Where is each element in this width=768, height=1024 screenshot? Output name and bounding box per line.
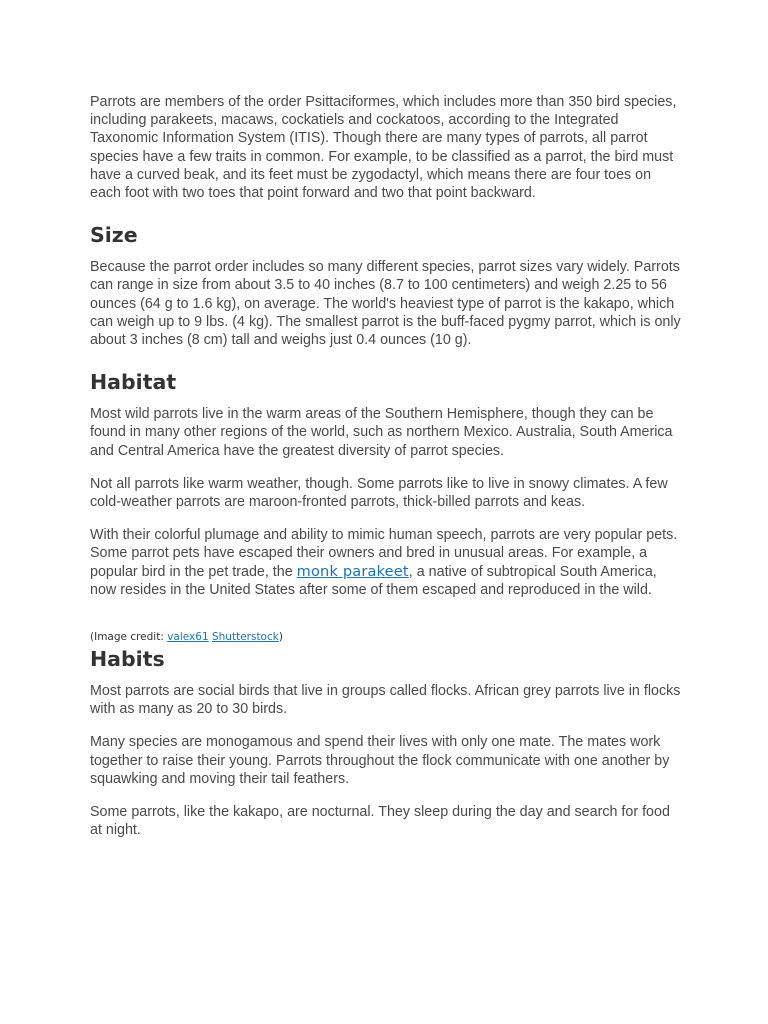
habits-paragraph-2: Many species are monogamous and spend their lives with only one mate. The mates work together to raise their young. Parrots throughout the flock communicate with one another by squawking and moving their tail feathers. — [90, 734, 670, 787]
habitat-paragraph-3 — [90, 526, 682, 599]
habits-paragraph-1: Most parrots are social birds that live in groups called flocks. African grey parrots live in flocks with as many as 20 to 30 birds. — [90, 683, 681, 718]
habitat-p3-text-after: , a native of subtropical South America, now resides in the United States after some of them escaped and reproduced in the wild. — [90, 563, 657, 598]
image-credit — [90, 630, 682, 644]
intro-paragraph: Parrots are members of the order Psittaciformes, which includes more than 350 bird species, including parakeets, macaws, cockatiels and cockatoos, according to the Integrated Taxonomic Information System (ITIS). Though there are many types of parrots, all parrot species have a few traits in common. For example, to be classified as a parrot, the bird must have a curved beak, and its feet must be zygodactyl, which means there are four toes on each foot with two toes that point forward and two that point backward. — [90, 94, 677, 202]
size-heading: Size — [90, 223, 138, 248]
habits-paragraph-3: Some parrots, like the kakapo, are nocturnal. They sleep during the day and search for food at night. — [90, 804, 670, 839]
habits-heading: Habits — [90, 647, 165, 672]
habitat-paragraph-2: Not all parrots like warm weather, though. Some parrots like to live in snowy climates. A few cold-weather parrots are maroon-fronted parrots, thick-billed parrots and keas. — [90, 475, 668, 511]
habitat-p3-text-before: With their colorful plumage and ability to mimic human speech, parrots are very popular pets. Some parrot pets have escaped their owners and bred in unusual areas. For example, a popular bird in the pet trade, the — [90, 527, 678, 580]
monk-parakeet-link[interactable]: monk parakeet — [296, 563, 409, 580]
article-body — [90, 93, 682, 854]
habitat-heading: Habitat — [90, 370, 177, 395]
habitat-paragraph-1: Most wild parrots live in the warm areas of the Southern Hemisphere, though they can be found in many other regions of the world, such as northern Mexico. Australia, South America and Central America have the greatest diversity of parrot species. — [90, 406, 673, 459]
credit-link-shutterstock[interactable]: Shutterstock — [211, 631, 279, 644]
image-credit-suffix: ) — [278, 631, 283, 644]
credit-link-valex61[interactable]: valex61 — [167, 631, 209, 644]
image-credit-prefix: (Image credit: — [90, 631, 168, 644]
size-paragraph: Because the parrot order includes so many different species, parrot sizes vary widely. Parrots can range in size from about 3.5 to 40 inches (8.7 to 100 centimeters) and weigh 2.25 to 56 ounces (64 g to 1.6 kg), on average. The world's heaviest type of parrot is the kakapo, which can weigh up to 9 lbs. (4 kg). The smallest parrot is the buff-faced pygmy parrot, which is only about 3 inches (8 cm) tall and weighs just 0.4 ounces (10 g). — [90, 259, 681, 349]
